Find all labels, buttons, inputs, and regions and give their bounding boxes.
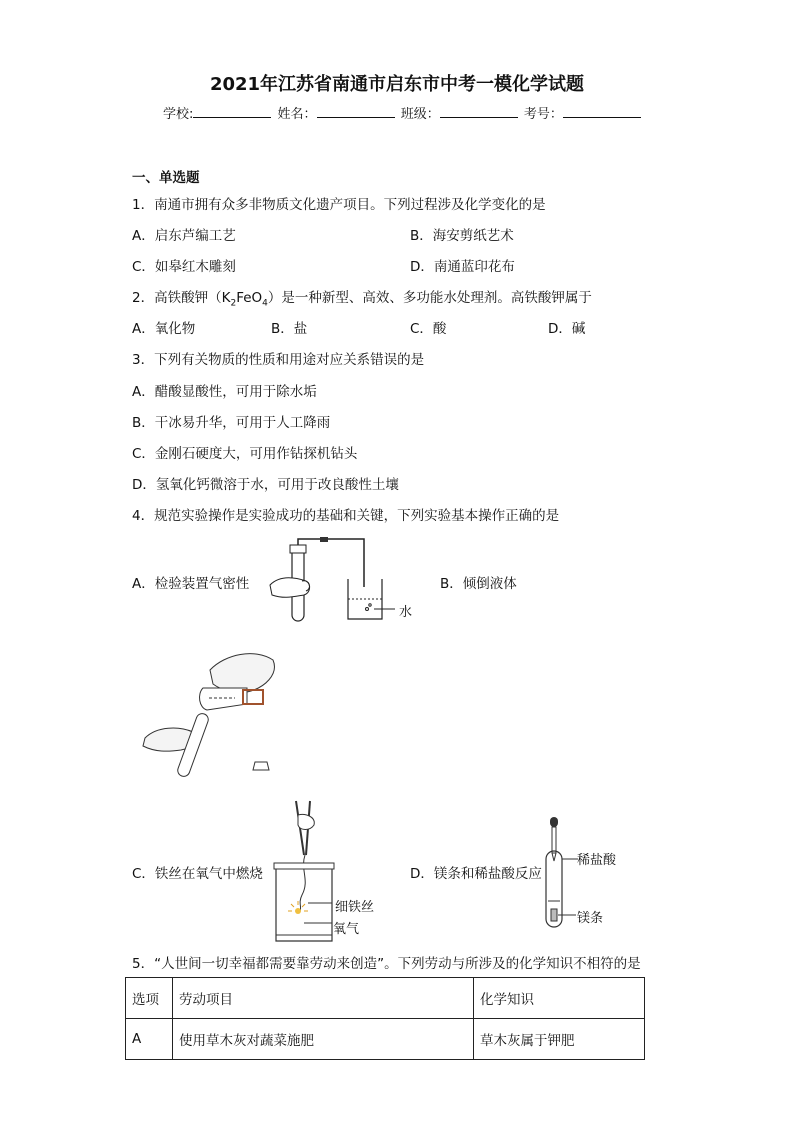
q2-stem-post: ）是一种新型、高效、多功能水处理剂。高铁酸钾属于 [267, 290, 592, 306]
section-heading: 一、单选题 [132, 170, 200, 186]
q5-table [125, 977, 645, 1060]
page-title: 2021年江苏省南通市启东市中考一模化学试题 [209, 74, 585, 95]
q1-option-a: A．启东芦编工艺 [132, 228, 236, 244]
label-dilute-hcl: 稀盐酸 [577, 853, 617, 868]
table-row [126, 1019, 645, 1060]
q4-option-a: A．检验装置气密性 [132, 576, 250, 592]
q2-option-d: D．碱 [548, 321, 586, 337]
table-header-row [126, 978, 645, 1019]
q4-option-c: C．铁丝在氧气中燃烧 [132, 866, 263, 882]
q3-option-b: B．干冰易升华，可用于人工降雨 [132, 415, 331, 431]
exam-no-label: 考号： [523, 107, 563, 122]
q2-stem-mid: FeO [236, 290, 263, 306]
header-labor-item: 劳动项目 [173, 978, 474, 1019]
label-iron-wire: 细铁丝 [335, 900, 375, 915]
q3-option-a: A．醋酸显酸性，可用于除水垢 [132, 384, 317, 400]
q1-option-b: B．海安剪纸艺术 [410, 228, 514, 244]
iron-wire-burning-figure [270, 795, 340, 945]
label-oxygen: 氧气 [333, 922, 360, 937]
cell-option: A [126, 1019, 173, 1060]
name-label: 姓名： [277, 107, 317, 122]
name-blank[interactable] [317, 105, 395, 118]
q3-stem: 3．下列有关物质的性质和用途对应关系错误的是 [132, 352, 425, 368]
q1-option-d: D．南通蓝印花布 [410, 259, 515, 275]
label-water: 水 [399, 605, 413, 620]
q2-option-c: C．酸 [410, 321, 447, 337]
q3-option-d: D．氢氧化钙微溶于水，可用于改良酸性土壤 [132, 477, 399, 493]
q5-stem: 5．“人世间一切幸福都需要靠劳动来创造”。下列劳动与所涉及的化学知识不相符的是 [132, 956, 641, 972]
q2-sub2: 4 [262, 298, 268, 309]
header-chem-knowledge: 化学知识 [474, 978, 645, 1019]
q1-option-c: C．如皋红木雕刻 [132, 259, 236, 275]
pouring-liquid-figure [135, 640, 285, 785]
q4-option-d: D．镁条和稀盐酸反应 [410, 866, 542, 882]
magnesium-acid-figure [540, 815, 580, 930]
exam-no-blank[interactable] [563, 105, 641, 118]
q2-option-a: A．氧化物 [132, 321, 196, 337]
q3-option-c: C．金刚石硬度大，可用作钻探机钻头 [132, 446, 358, 462]
q4-option-b: B．倾倒液体 [440, 576, 517, 592]
cell-labor-item: 使用草木灰对蔬菜施肥 [173, 1019, 474, 1060]
q2-option-b: B．盐 [271, 321, 308, 337]
airtightness-check-figure [262, 535, 422, 630]
class-blank[interactable] [440, 105, 518, 118]
q2-stem [132, 286, 592, 309]
q2-stem-pre: 2．高铁酸钾（K [132, 290, 231, 306]
q4-stem: 4．规范实验操作是实验成功的基础和关键，下列实验基本操作正确的是 [132, 508, 560, 524]
q2-sub1: 2 [230, 298, 237, 309]
student-info-line [163, 103, 643, 122]
class-label: 班级： [400, 107, 440, 122]
q1-stem: 1．南通市拥有众多非物质文化遗产项目。下列过程涉及化学变化的是 [132, 197, 546, 213]
label-magnesium-ribbon: 镁条 [577, 911, 604, 926]
school-blank[interactable] [193, 105, 271, 118]
cell-chem-knowledge: 草木灰属于钾肥 [474, 1019, 645, 1060]
header-option: 选项 [126, 978, 173, 1019]
school-label: 学校: [163, 107, 194, 122]
